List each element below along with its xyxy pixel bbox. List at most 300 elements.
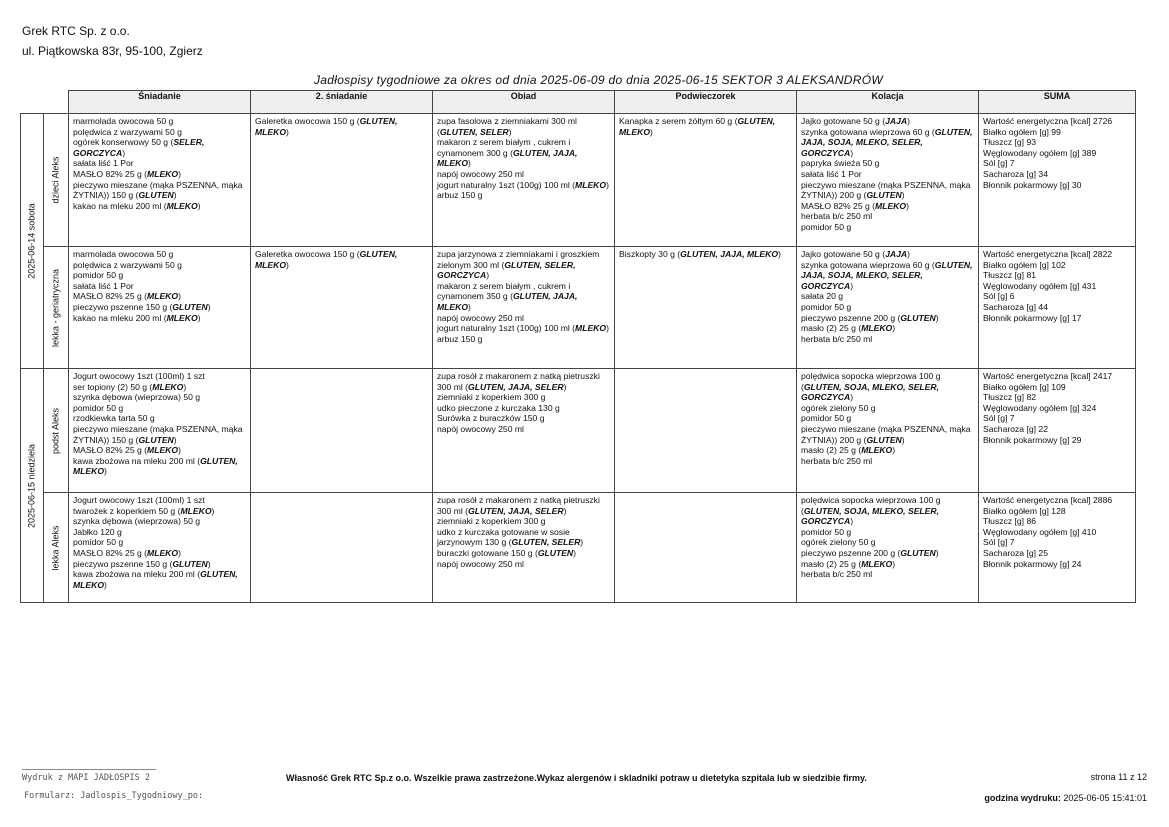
dinner-cell: [797, 493, 979, 603]
menu-item: [801, 495, 974, 527]
dish-text: polędwica sopocka wieprzowa 100 g (: [801, 495, 941, 516]
dish-text-end: ): [907, 116, 910, 126]
menu-item: [801, 201, 974, 212]
nutrition-value: Sól [g] 7: [983, 413, 1015, 424]
column-header-row: [21, 91, 1136, 114]
dish-text-end: ): [778, 249, 781, 259]
allergens: MLEKO: [147, 445, 179, 456]
dish-text: twarożek z koperkiem 50 g (: [73, 505, 181, 516]
menu-item: [801, 180, 974, 201]
diet-name: podst Aleks: [50, 407, 61, 454]
allergens: GLUTEN, JAJA, SOJA, MLEKO, SELER, GORCZYCA: [801, 259, 973, 291]
dish-text: MASŁO 82% 25 g (: [73, 291, 148, 302]
allergens: GLUTEN: [866, 190, 902, 201]
dish-text: Galeretka owocowa 150 g (: [255, 249, 360, 259]
lunch-cell: [433, 493, 615, 603]
diet-name: lekka Aleks: [50, 524, 61, 571]
allergens: MLEKO: [180, 505, 212, 516]
header-spacer: [21, 91, 44, 114]
nutrition-value: Sacharoza [g] 22: [983, 423, 1048, 434]
menu-item: [801, 403, 974, 414]
dish-text-end: ): [178, 547, 181, 558]
menu-item: [437, 137, 610, 169]
dish-text-end: ): [892, 445, 896, 456]
menu-item: [801, 313, 974, 324]
dish-text-end: ): [892, 323, 896, 334]
menu-item: [255, 249, 428, 270]
allergens: GLUTEN: [866, 434, 902, 445]
menu-item: [73, 249, 246, 260]
dish-text: pomidor 50 g: [801, 221, 852, 232]
diet-name-cell: [44, 493, 69, 603]
dish-text: Jogurt owocowy 1szt (100ml) 1 szt: [73, 495, 205, 505]
menu-item: [73, 392, 246, 403]
allergens: GLUTEN, SELER: [511, 537, 581, 548]
menu-item: [73, 260, 246, 271]
menu-item: [437, 559, 610, 570]
print-time-label: godzina wydruku:: [984, 793, 1061, 803]
dish-text: Jabłko 120 g: [73, 526, 122, 537]
dish-text: masło (2) 25 g (: [801, 445, 862, 456]
nutrition-value: Białko ogółem [g] 99: [983, 126, 1061, 137]
dish-text: pieczywo mieszane (mąka PSZENNA, mąka ŻYTNIA)) 150 g (: [73, 423, 243, 445]
dish-text-end: ): [563, 505, 567, 516]
menu-item: [73, 313, 246, 324]
snack-cell: [615, 247, 797, 369]
allergens: GLUTEN, MLEKO: [255, 249, 398, 270]
menu-item: [801, 371, 974, 403]
dish-text-end: ): [901, 190, 905, 201]
dish-text-end: ): [178, 168, 181, 179]
menu-item: [73, 559, 246, 570]
menu-item: [73, 382, 246, 393]
dish-text-end: ): [468, 301, 471, 312]
allergens: MLEKO: [147, 547, 179, 558]
menu-item: [801, 116, 974, 127]
print-time-value: 2025-06-05 15:41:01: [1063, 793, 1147, 803]
footer-program: Wydruk z MAPI JADŁOSPIS 2: [22, 773, 150, 783]
dish-text: polędwica sopocka wieprzowa 100 g (: [801, 371, 941, 392]
dish-text: herbata b/c 250 ml: [801, 211, 873, 222]
nutrition-summary-cell: [979, 114, 1136, 247]
menu-item: [73, 127, 246, 138]
menu-item: [437, 313, 610, 324]
dish-text: makaron z serem białym , cukrem i cynamonem 350 g (: [437, 280, 571, 302]
diet-name-cell: [44, 369, 69, 493]
dish-text-end: ): [178, 445, 181, 456]
column-header: 2. śniadanie: [251, 91, 433, 114]
dish-text-end: ): [207, 558, 211, 569]
dish-text-end: ): [850, 392, 854, 403]
menu-item: [801, 456, 974, 467]
menu-item: [73, 495, 246, 506]
menu-item: [437, 180, 610, 191]
menu-item: [801, 548, 974, 559]
print-time: [984, 793, 1147, 803]
allergens: GLUTEN: [900, 547, 936, 558]
dish-text: arbuz 150 g: [437, 333, 483, 344]
menu-item: [619, 249, 792, 260]
lunch-cell: [433, 114, 615, 247]
dish-text: pieczywo mieszane (mąka PSZENNA, mąka ŻYTNIA)) 150 g (: [73, 179, 243, 201]
dish-text: udko z kurczaka gotowane w sosie jarzynowym 130 g (: [437, 526, 570, 548]
dish-text: pomidor 50 g: [801, 413, 852, 424]
dish-text-end: ): [104, 579, 107, 590]
menu-item: [73, 371, 246, 382]
allergens: GLUTEN, JAJA, MLEKO: [680, 249, 779, 259]
dish-text-end: ): [606, 323, 609, 334]
dish-text: masło (2) 25 g (: [801, 323, 862, 334]
dish-text: herbata b/c 250 ml: [801, 569, 873, 580]
dish-text: pieczywo pszenne 150 g (: [73, 301, 173, 312]
menu-item: [73, 158, 246, 169]
dish-text-end: ): [850, 280, 854, 291]
diet-name-cell: [44, 247, 69, 369]
lunch-cell: [433, 369, 615, 493]
document-title: Jadłospisy tygodniowe za okres od dnia 2025-06-09 do dnia 2025-06-15 SEKTOR 3 ALEKSANDRÓW: [314, 73, 884, 87]
dish-text-end: ): [850, 516, 854, 527]
menu-item: [73, 403, 246, 414]
dish-text: jogurt naturalny 1szt (100g) 100 ml (: [437, 179, 576, 190]
nutrition-value: Węglowodany ogółem [g] 431: [983, 280, 1097, 291]
allergens: GLUTEN, MLEKO: [619, 116, 776, 137]
allergens: GLUTEN: [537, 547, 574, 558]
dish-text: pieczywo mieszane (mąka PSZENNA, mąka ŻYTNIA)) 200 g (: [801, 423, 971, 445]
menu-item: [73, 569, 246, 590]
dish-text: kakao na mleku 200 ml (: [73, 200, 167, 211]
dish-text-end: ): [286, 126, 289, 137]
menu-item: [73, 201, 246, 212]
menu-item: [437, 424, 610, 435]
allergens: MLEKO: [875, 200, 907, 211]
dish-text-end: ): [183, 381, 187, 392]
allergens: MLEKO: [575, 179, 607, 190]
nutrition-summary-cell: [979, 493, 1136, 603]
dish-text: napój owocowy 250 ml: [437, 168, 524, 179]
menu-item: [73, 537, 246, 548]
dish-text: masło (2) 25 g (: [801, 558, 862, 569]
second-breakfast-cell: [251, 247, 433, 369]
company-address: ul. Piątkowska 83r, 95-100, Zgierz: [22, 44, 203, 58]
allergens: GLUTEN, SOJA, MLEKO, SELER, GORCZYCA: [801, 505, 939, 527]
nutrition-value: Wartość energetyczna [kcal] 2726: [983, 116, 1113, 126]
dish-text: napój owocowy 250 ml: [437, 558, 524, 569]
dish-text: udko pieczone z kurczaka 130 g: [437, 402, 560, 413]
allergens: GLUTEN, MLEKO: [255, 116, 398, 137]
column-header: Kolacja: [797, 91, 979, 114]
nutrition-value: Błonnik pokarmowy [g] 17: [983, 312, 1082, 323]
menu-item: [73, 548, 246, 559]
dish-text-end: ): [573, 547, 577, 558]
menu-item: [801, 537, 974, 548]
menu-item: [437, 334, 610, 345]
allergens: JAJA: [885, 249, 908, 259]
menu-item: [801, 559, 974, 570]
nutrition-value: Białko ogółem [g] 128: [983, 505, 1066, 516]
dish-text: Surówka z buraczków 150 g: [437, 413, 545, 424]
dish-text: herbata b/c 250 ml: [801, 333, 873, 344]
dish-text-end: ): [104, 466, 107, 477]
dish-text: MASŁO 82% 25 g (: [73, 445, 148, 456]
menu-item: [437, 495, 610, 516]
snack-cell: [615, 493, 797, 603]
dish-text: sałata liść 1 Por: [801, 168, 862, 179]
footer-form: Formularz: Jadlospis_Tygodniowy_po:: [24, 791, 204, 801]
dish-text: sałata 20 g: [801, 291, 844, 302]
day-date: 2025-06-15 niedziela: [26, 443, 37, 528]
allergens: GLUTEN: [172, 558, 208, 569]
dish-text-end: ): [173, 190, 177, 201]
menu-item: [619, 116, 792, 137]
menu-item: [801, 211, 974, 222]
nutrition-value: Sacharoza [g] 44: [983, 301, 1048, 312]
diet-name: lekka - geriatryczna: [50, 268, 61, 347]
breakfast-cell: [69, 493, 251, 603]
dish-text: arbuz 150 g: [437, 190, 483, 201]
allergens: MLEKO: [861, 445, 893, 456]
dish-text-end: ): [211, 505, 215, 516]
menu-item: [801, 424, 974, 445]
dish-text-end: ): [178, 291, 181, 302]
allergens: MLEKO: [166, 200, 198, 211]
menu-item: [801, 527, 974, 538]
dish-text-end: ): [197, 200, 201, 211]
menu-item: [437, 516, 610, 527]
footer-copyright: Własność Grek RTC Sp.z o.o. Wszelkie prawa zastrzeżone.Wykaz alergenów i skladniki potraw u dietetyka szpitala lub w siedzibie firmy.: [286, 773, 867, 783]
menu-item: [437, 249, 610, 281]
dish-text: marmolada owocowa 50 g: [73, 116, 174, 126]
dish-text: MASŁO 82% 25 g (: [73, 168, 148, 179]
menu-item: [437, 323, 610, 334]
menu-item: [801, 302, 974, 313]
menu-item: [437, 392, 610, 403]
dish-text: makaron z serem białym , cukrem i cynamonem 300 g (: [437, 137, 571, 158]
menu-item: [801, 222, 974, 233]
dish-text-end: ): [563, 381, 567, 392]
day-date: 2025-06-14 sobota: [26, 203, 37, 279]
allergens: GLUTEN, JAJA, MLEKO: [437, 291, 578, 312]
menu-item: [801, 260, 974, 292]
menu-item: [255, 116, 428, 137]
dish-text: ogórek zielony 50 g: [801, 537, 876, 548]
menu-item: [437, 190, 610, 201]
breakfast-cell: [69, 369, 251, 493]
dish-text-end: ): [207, 301, 211, 312]
header-spacer: [44, 91, 69, 114]
menu-item: [801, 334, 974, 345]
allergens: MLEKO: [152, 381, 184, 392]
dish-text-end: ): [197, 312, 201, 323]
nutrition-value: Tłuszcz [g] 81: [983, 270, 1037, 281]
menu-item: [73, 270, 246, 281]
dish-text: Kanapka z serem żółtym 60 g (: [619, 116, 738, 126]
page-number: strona 11 z 12: [1090, 772, 1147, 782]
dish-text: kawa zbożowa na mleku 200 ml (: [73, 455, 201, 466]
dish-text: ziemniaki z koperkiem 300 g: [437, 516, 546, 527]
dish-text: Biszkopty 30 g (: [619, 249, 681, 259]
allergens: SELER, GORCZYCA: [73, 137, 205, 158]
menu-item: [73, 456, 246, 477]
allergens: JAJA: [885, 116, 908, 126]
menu-item: [437, 169, 610, 180]
dish-text: napój owocowy 250 ml: [437, 423, 524, 434]
allergens: GLUTEN: [900, 312, 936, 323]
breakfast-cell: [69, 114, 251, 247]
dish-text-end: ): [580, 537, 584, 548]
diet-name-cell: [44, 114, 69, 247]
allergens: MLEKO: [575, 323, 607, 334]
dish-text-end: ): [901, 434, 905, 445]
menu-item: [73, 516, 246, 527]
dish-text: pomidor 50 g: [801, 526, 852, 537]
nutrition-value: Błonnik pokarmowy [g] 24: [983, 558, 1082, 569]
dish-text: zupa fasolowa z ziemniakami 300 ml (: [437, 116, 577, 137]
dish-text: sałata liść 1 Por: [73, 158, 134, 169]
allergens: MLEKO: [166, 312, 198, 323]
column-header: SUMA: [979, 91, 1136, 114]
second-breakfast-cell: [251, 114, 433, 247]
dish-text: MASŁO 82% 25 g (: [73, 547, 148, 558]
dish-text: papryka świeża 50 g: [801, 158, 880, 169]
nutrition-value: Tłuszcz [g] 82: [983, 392, 1037, 403]
dish-text-end: ): [907, 249, 910, 259]
day-date-cell: [21, 369, 44, 603]
allergens: GLUTEN: [138, 190, 174, 201]
dish-text-end: ): [508, 126, 512, 137]
allergens: GLUTEN, SOJA, MLEKO, SELER, GORCZYCA: [801, 381, 939, 403]
dish-text: napój owocowy 250 ml: [437, 312, 524, 323]
menu-item: [437, 371, 610, 392]
nutrition-value: Tłuszcz [g] 86: [983, 516, 1037, 527]
dish-text: zupa rosół z makaronem z natką pietruszki 300 ml (: [437, 371, 600, 392]
allergens: GLUTEN, JAJA, MLEKO: [437, 147, 578, 169]
menu-item: [73, 506, 246, 517]
menu-item: [437, 116, 610, 137]
dish-text: Jajko gotowane 50 g (: [801, 116, 886, 126]
dish-text: pieczywo mieszane (mąka PSZENNA, mąka ŻYTNIA)) 200 g (: [801, 179, 971, 201]
snack-cell: [615, 369, 797, 493]
menu-item: [437, 403, 610, 414]
dish-text: buraczki gotowane 150 g (: [437, 547, 538, 558]
dish-text-end: ): [935, 312, 939, 323]
dish-text: ogórek konserwowy 50 g (: [73, 137, 174, 148]
dish-text: pomidor 50 g: [73, 270, 124, 281]
footer-rule: [22, 769, 156, 770]
column-header: Obiad: [433, 91, 615, 114]
allergens: GLUTEN, MLEKO: [73, 455, 238, 477]
diet-row: [21, 493, 1136, 603]
dish-text: zupa jarzynowa z ziemniakami i groszkiem zielonym 300 ml (: [437, 249, 600, 270]
menu-item: [437, 281, 610, 313]
dish-text-end: ): [650, 126, 653, 137]
dish-text: jogurt naturalny 1szt (100g) 100 ml (: [437, 323, 576, 334]
menu-item: [73, 413, 246, 424]
nutrition-value: Sól [g] 6: [983, 291, 1015, 302]
nutrition-summary-cell: [979, 247, 1136, 369]
diet-row: [21, 247, 1136, 369]
nutrition-value: Białko ogółem [g] 109: [983, 381, 1066, 392]
day-date-cell: [21, 114, 44, 369]
nutrition-value: Sacharoza [g] 34: [983, 168, 1048, 179]
dish-text: Jajko gotowane 50 g (: [801, 249, 886, 259]
dish-text: zupa rosół z makaronem z natką pietruszki 300 ml (: [437, 495, 600, 516]
dish-text: szynka gotowana wieprzowa 60 g (: [801, 126, 935, 137]
menu-item: [801, 291, 974, 302]
nutrition-summary-cell: [979, 369, 1136, 493]
menu-item: [801, 445, 974, 456]
menu-item: [801, 127, 974, 159]
menu-item: [801, 249, 974, 260]
nutrition-value: Wartość energetyczna [kcal] 2417: [983, 371, 1113, 381]
column-header: Śniadanie: [69, 91, 251, 114]
dish-text-end: ): [173, 434, 177, 445]
allergens: GLUTEN: [138, 434, 174, 445]
dish-text: szynka dębowa (wieprzowa) 50 g: [73, 516, 201, 527]
menu-item: [73, 445, 246, 456]
dinner-cell: [797, 114, 979, 247]
nutrition-value: Wartość energetyczna [kcal] 2822: [983, 249, 1113, 259]
dish-text: kakao na mleku 200 ml (: [73, 312, 167, 323]
dish-text: ziemniaki z koperkiem 300 g: [437, 392, 546, 403]
allergens: GLUTEN, JAJA, SOJA, MLEKO, SELER, GORCZYCA: [801, 126, 973, 158]
dish-text-end: ): [486, 270, 490, 281]
nutrition-value: Tłuszcz [g] 93: [983, 137, 1037, 148]
menu-item: [801, 158, 974, 169]
dish-text-end: ): [286, 259, 289, 270]
dish-text-end: ): [122, 147, 126, 158]
dish-text: marmolada owocowa 50 g: [73, 249, 174, 259]
breakfast-cell: [69, 247, 251, 369]
nutrition-value: Wartość energetyczna [kcal] 2886: [983, 495, 1113, 505]
dish-text-end: ): [906, 200, 909, 211]
menu-item: [73, 281, 246, 292]
allergens: GLUTEN, JAJA, SELER: [468, 505, 564, 516]
dinner-cell: [797, 369, 979, 493]
allergens: MLEKO: [861, 558, 893, 569]
second-breakfast-cell: [251, 369, 433, 493]
snack-cell: [615, 114, 797, 247]
dish-text-end: ): [892, 558, 896, 569]
dish-text: pieczywo pszenne 150 g (: [73, 558, 173, 569]
menu-table: [20, 90, 1136, 603]
nutrition-value: Węglowodany ogółem [g] 410: [983, 526, 1097, 537]
menu-item: [73, 424, 246, 445]
dish-text-end: ): [850, 147, 854, 158]
allergens: MLEKO: [147, 168, 179, 179]
allergens: GLUTEN, SELER, GORCZYCA: [437, 259, 576, 281]
menu-item: [73, 137, 246, 158]
menu-item: [73, 180, 246, 201]
allergens: MLEKO: [861, 323, 893, 334]
dish-text: ogórek zielony 50 g: [801, 402, 876, 413]
dish-text: sałata liść 1 Por: [73, 280, 134, 291]
nutrition-value: Sacharoza [g] 25: [983, 547, 1048, 558]
dish-text: MASŁO 82% 25 g (: [801, 200, 876, 211]
dish-text: polędwica z warzywami 50 g: [73, 126, 182, 137]
dish-text-end: ): [935, 547, 939, 558]
menu-item: [801, 413, 974, 424]
dish-text: pomidor 50 g: [73, 537, 124, 548]
company-name: Grek RTC Sp. z o.o.: [22, 24, 130, 38]
dish-text: pomidor 50 g: [801, 301, 852, 312]
nutrition-value: Węglowodany ogółem [g] 389: [983, 147, 1097, 158]
dish-text: Jogurt owocowy 1szt (100ml) 1 szt: [73, 371, 205, 381]
menu-item: [73, 116, 246, 127]
dish-text: szynka gotowana wieprzowa 60 g (: [801, 259, 935, 270]
menu-item: [801, 323, 974, 334]
allergens: GLUTEN, MLEKO: [73, 569, 238, 590]
menu-item: [73, 291, 246, 302]
